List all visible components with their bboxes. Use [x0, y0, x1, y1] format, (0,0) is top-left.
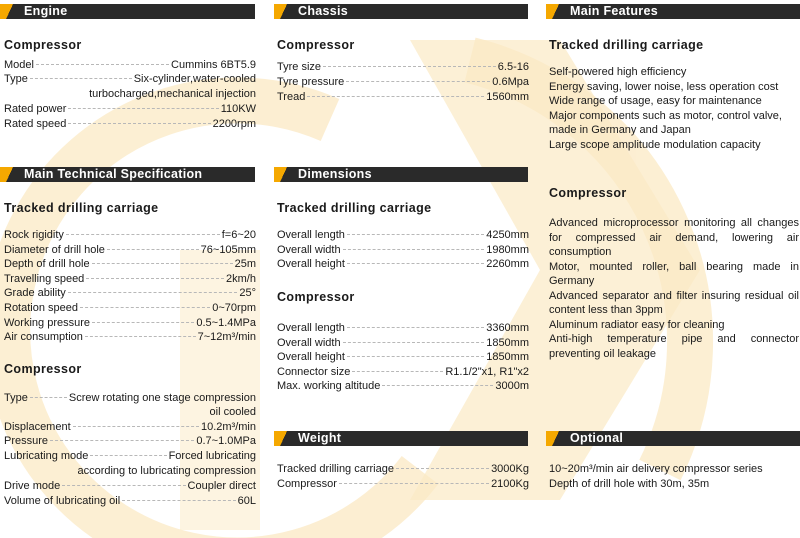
row-value: 2260mm — [486, 258, 529, 271]
feature-para: Advanced separator and filter insuring residual oil content less than 3ppm — [549, 289, 799, 316]
row-label: Travelling speed — [4, 272, 85, 285]
dimensions-subtitle: Tracked drilling carriage — [277, 201, 432, 215]
spec-row — [4, 301, 256, 316]
engine-type-cont: turbocharged,mechanical injection — [89, 88, 256, 100]
row-label: Overall height — [277, 258, 345, 271]
row-label: Overall height — [277, 351, 345, 364]
engine-subtitle: Compressor — [4, 38, 82, 52]
spec-row — [4, 330, 256, 345]
spec-row — [4, 257, 256, 272]
engine-header: Engine — [0, 4, 255, 19]
dimension-row — [277, 379, 529, 394]
spec-oil-volume-row: Volume of lubricating oil 60L — [4, 495, 256, 507]
feature-item: Self-powered high efficiency — [549, 66, 687, 78]
features-list — [549, 65, 799, 152]
features-header: Main Features — [546, 4, 800, 19]
chassis-tyre-size-row: Tyre size 6.5-16 — [277, 61, 529, 73]
row-value: 25m — [234, 258, 256, 271]
dimension-row — [277, 365, 529, 380]
row-value: 3000m — [495, 380, 529, 393]
row-value: 25° — [239, 287, 256, 300]
dimension-row — [277, 257, 529, 272]
row-label: Diameter of drill hole — [4, 243, 105, 256]
row-value: 1850mm — [486, 336, 529, 349]
spec-type-row: Type Screw rotating one stage compression — [4, 392, 256, 404]
spec-type-cont: oil cooled — [209, 406, 256, 418]
spec-drive-row: Drive mode Coupler direct — [4, 480, 256, 492]
spec-row — [4, 243, 256, 258]
optional-item: Depth of drill hole with 30m, 35m — [549, 477, 710, 490]
row-value: 0.5~1.4MPa — [196, 316, 256, 329]
spec-lubricating-row: Lubricating mode Forced lubricating — [4, 450, 256, 462]
row-label: Overall length — [277, 229, 345, 241]
feature-item: Large scope amplitude modulation capacity — [549, 138, 761, 151]
feature-para: Motor, mounted roller, ball bearing made in Germany — [549, 260, 799, 287]
spec-header: Main Technical Specification — [0, 167, 255, 182]
spec-lubricating-cont: according to lubricating compression — [77, 465, 256, 477]
row-label: Overall width — [277, 243, 341, 256]
row-label: Working pressure — [4, 316, 90, 329]
weight-header: Weight — [274, 431, 528, 446]
engine-type-row: Type Six-cylinder,water-cooled — [4, 73, 256, 85]
feature-item: Wide range of usage, easy for maintenance — [549, 95, 762, 107]
row-value: 76~105mm — [200, 243, 256, 256]
row-label: Compressor — [277, 477, 337, 490]
feature-item: made in Germany and Japan — [549, 124, 691, 136]
optional-header: Optional — [546, 431, 800, 446]
row-value: 4250mm — [486, 229, 529, 241]
row-label: Connector size — [277, 365, 351, 378]
row-value: 1980mm — [486, 243, 529, 256]
features-subtitle-compressor: Compressor — [549, 186, 627, 200]
engine-model-row: Model Cummins 6BT5.9 — [4, 59, 256, 71]
dimension-row — [277, 228, 529, 243]
row-value: 1850mm — [486, 351, 529, 364]
spec-row — [4, 316, 256, 331]
spec-subtitle-compressor: Compressor — [4, 362, 82, 376]
engine-speed-row: Rated speed 2200rpm — [4, 118, 256, 130]
dimension-row — [277, 350, 529, 365]
row-label: Rotation speed — [4, 302, 78, 314]
spec-row — [4, 272, 256, 287]
row-label: Air consumption — [4, 331, 83, 344]
row-value: 2km/h — [226, 272, 256, 285]
dimension-row — [277, 336, 529, 351]
spec-row — [4, 286, 256, 301]
spec-displacement-row: Displacement 10.2m³/min — [4, 421, 256, 433]
weight-row — [277, 477, 529, 492]
dimensions-header: Dimensions — [274, 167, 528, 182]
chassis-tyre-pressure-row: Tyre pressure 0.6Mpa — [277, 76, 529, 88]
dimension-row — [277, 243, 529, 258]
row-label: Grade ability — [4, 287, 66, 300]
optional-item: 10~20m³/min air delivery compressor series — [549, 463, 763, 475]
engine-power-row: Rated power 110KW — [4, 103, 256, 115]
spec-pressure-row: Pressure 0.7~1.0MPa — [4, 435, 256, 447]
dimensions-subtitle-compressor: Compressor — [277, 290, 355, 304]
row-label: Overall length — [277, 322, 345, 334]
chassis-tread-row: Tread 1560mm — [277, 91, 529, 103]
row-value: 3360mm — [486, 322, 529, 334]
row-label: Depth of drill hole — [4, 258, 90, 271]
feature-item: Major components such as motor, control valve, — [549, 109, 782, 122]
row-label: Overall width — [277, 336, 341, 349]
feature-item: Energy saving, lower noise, less operation cost — [549, 80, 779, 93]
row-value: f=6~20 — [221, 229, 256, 241]
weight-row — [277, 462, 529, 477]
row-value: 2100Kg — [491, 477, 529, 490]
feature-para: Aluminum radiator easy for cleaning — [549, 318, 725, 331]
row-label: Max. working altitude — [277, 380, 381, 393]
row-value: R1.1/2"x1, R1"x2 — [445, 365, 529, 378]
features-subtitle: Tracked drilling carriage — [549, 38, 704, 52]
spec-row — [4, 228, 256, 243]
features-compressor-list — [549, 216, 799, 361]
optional-list — [549, 462, 799, 491]
row-value: 0~70rpm — [212, 302, 256, 314]
row-label: Tracked drilling carriage — [277, 463, 394, 475]
row-value: 3000Kg — [491, 463, 529, 475]
row-label: Rock rigidity — [4, 229, 64, 241]
feature-para: Advanced microprocessor monitoring all changes for compressed air demand, lowering air consumption — [549, 217, 799, 258]
chassis-header: Chassis — [274, 4, 528, 19]
row-value: 7~12m³/min — [197, 331, 256, 344]
chassis-subtitle: Compressor — [277, 38, 355, 52]
dimension-row — [277, 321, 529, 336]
spec-subtitle: Tracked drilling carriage — [4, 201, 159, 215]
feature-para: Anti-high temperature pipe and connector preventing oil leakage — [549, 333, 799, 360]
